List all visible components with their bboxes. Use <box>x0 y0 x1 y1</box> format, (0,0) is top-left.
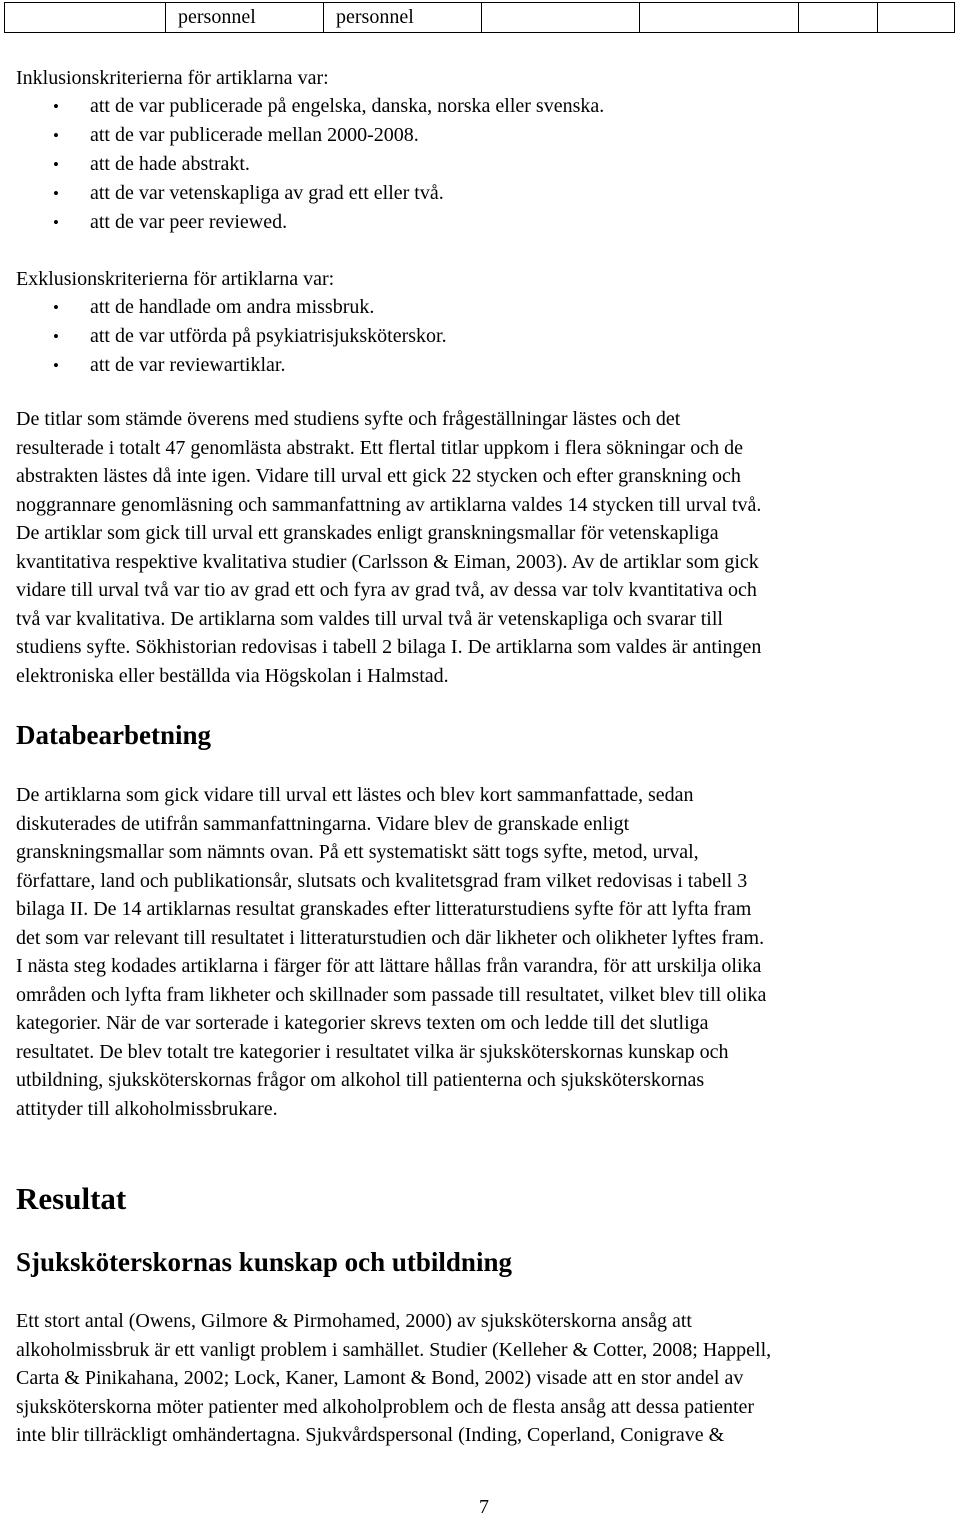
text-line: alkoholmissbruk är ett vanligt problem i samhället. Studier (Kelleher & Cotter, 2008; Happell, <box>16 1338 772 1361</box>
bullet-icon: • <box>53 126 59 145</box>
list-item <box>0 324 447 353</box>
inclusion-list <box>0 94 604 239</box>
top-table-fragment <box>4 2 955 33</box>
text-line: områden och lyfta fram likheter och skillnader som passade till resultatet, vilket blev till olika <box>16 983 767 1006</box>
text-line: vidare till urval två var tio av grad ett och fyra av grad två, av dessa var tolv kvantitativa och <box>16 579 757 601</box>
text-line: granskningsmallar som nämnts ovan. På ett systematiskt sätt togs syfte, metod, urval, <box>16 841 699 863</box>
list-item <box>0 295 447 324</box>
list-item-text: att de handlade om andra missbruk. <box>90 296 375 318</box>
text-line: De artiklarna som gick vidare till urval ett lästes och blev kort sammanfattade, sedan <box>16 784 694 806</box>
page-number: 7 <box>479 1496 489 1518</box>
text-line: inte blir tillräckligt omhändertagna. Sjukvårdspersonal (Inding, Coperland, Conigrave & <box>16 1424 725 1446</box>
exclusion-list <box>0 295 447 382</box>
text-line: De artiklar som gick till urval ett granskades enligt granskningsmallar för vetenskapliga <box>16 522 719 544</box>
section-heading-resultat: Resultat <box>16 1181 127 1216</box>
table-cell <box>878 3 955 33</box>
bullet-icon: • <box>53 97 59 116</box>
text-line: sjuksköterskorna möter patienter med alkoholproblem och de flesta ansåg att dessa patienter <box>16 1395 755 1418</box>
list-item <box>0 181 604 210</box>
section-heading-databearbetning: Databearbetning <box>16 720 211 750</box>
text-line: noggrannare genomläsning och sammanfattning av artiklarna valdes 14 stycken till urval två. <box>16 493 762 516</box>
text-line: resulterade i totalt 47 genomlästa abstrakt. Ett flertal titlar uppkom i flera sökningar och de <box>16 436 743 459</box>
list-item-text: att de hade abstrakt. <box>90 153 250 175</box>
list-item <box>0 123 604 152</box>
selection-paragraph <box>16 405 946 690</box>
text-line: abstrakten lästes då inte igen. Vidare till urval ett gick 22 stycken och efter granskning och <box>16 465 741 487</box>
table-cell: personnel <box>324 3 482 33</box>
list-item <box>0 210 604 239</box>
list-item-text: att de var publicerade på engelska, danska, norska eller svenska. <box>90 95 605 117</box>
list-item-text: att de var utförda på psykiatrisjuksköterskor. <box>90 325 447 347</box>
table-cell <box>799 3 878 33</box>
bullet-icon: • <box>53 356 59 375</box>
text-line: Ett stort antal (Owens, Gilmore & Pirmohamed, 2000) av sjuksköterskorna ansåg att <box>16 1310 692 1332</box>
table-cell <box>482 3 640 33</box>
text-line: I nästa steg kodades artiklarna i färger för att lättare hållas från varandra, för att urskilja olika <box>16 955 762 977</box>
text-line: attityder till alkoholmissbrukare. <box>16 1097 278 1120</box>
text-line: De titlar som stämde överens med studiens syfte och frågeställningar lästes och det <box>16 408 681 430</box>
bullet-icon: • <box>53 327 59 346</box>
list-item <box>0 353 447 382</box>
text-line: författare, land och publikationsår, slutsats och kvalitetsgrad fram vilket redovisas i tabell 3 <box>16 869 748 892</box>
table-cell: personnel <box>166 3 324 33</box>
list-item-text: att de var reviewartiklar. <box>90 354 286 376</box>
inclusion-heading: Inklusionskriterierna för artiklarna var: <box>16 67 329 89</box>
exclusion-heading: Exklusionskriterierna för artiklarna var: <box>16 268 335 290</box>
text-line: kategorier. När de var sorterade i kategorier skrevs texten om och ledde till det slutliga <box>16 1012 709 1034</box>
list-item-text: att de var peer reviewed. <box>90 211 288 233</box>
list-item-text: att de var vetenskapliga av grad ett eller två. <box>90 182 444 204</box>
list-item <box>0 152 604 181</box>
results-paragraph <box>16 1307 946 1450</box>
text-line: det som var relevant till resultatet i litteraturstudien och där likheter och olikheter lyftes fram. <box>16 926 765 949</box>
table-cell <box>5 3 166 33</box>
table-cell <box>640 3 799 33</box>
text-line: två var kvalitativa. De artiklarna som valdes till urval två är vetenskapliga och svarar till <box>16 607 723 630</box>
table-row <box>5 3 955 33</box>
list-item-text: att de var publicerade mellan 2000-2008. <box>90 124 419 146</box>
data-processing-paragraph <box>16 781 946 1123</box>
bullet-icon: • <box>53 298 59 317</box>
text-line: resultatet. De blev totalt tre kategorier i resultatet vilka är sjuksköterskornas kunskap och <box>16 1040 729 1063</box>
text-line: bilaga II. De 14 artiklarnas resultat granskades efter litteraturstudiens syfte för att lyfta fram <box>16 898 752 920</box>
text-line: utbildning, sjuksköterskornas frågor om alkohol till patienterna och sjuksköterskornas <box>16 1069 705 1091</box>
list-item <box>0 94 604 123</box>
text-line: elektroniska eller beställda via Högskolan i Halmstad. <box>16 664 449 687</box>
subsection-heading: Sjuksköterskornas kunskap och utbildning <box>16 1247 512 1277</box>
text-line: kvantitativa respektive kvalitativa studier (Carlsson & Eiman, 2003). Av de artiklar som gick <box>16 550 759 573</box>
text-line: studiens syfte. Sökhistorian redovisas i tabell 2 bilaga I. De artiklarna som valdes är antingen <box>16 636 762 658</box>
bullet-icon: • <box>53 155 59 174</box>
text-line: Carta & Pinikahana, 2002; Lock, Kaner, Lamont & Bond, 2002) visade att en stor andel av <box>16 1367 744 1389</box>
bullet-icon: • <box>53 213 59 232</box>
bullet-icon: • <box>53 184 59 203</box>
text-line: diskuterades de utifrån sammanfattningarna. Vidare blev de granskade enligt <box>16 812 630 835</box>
